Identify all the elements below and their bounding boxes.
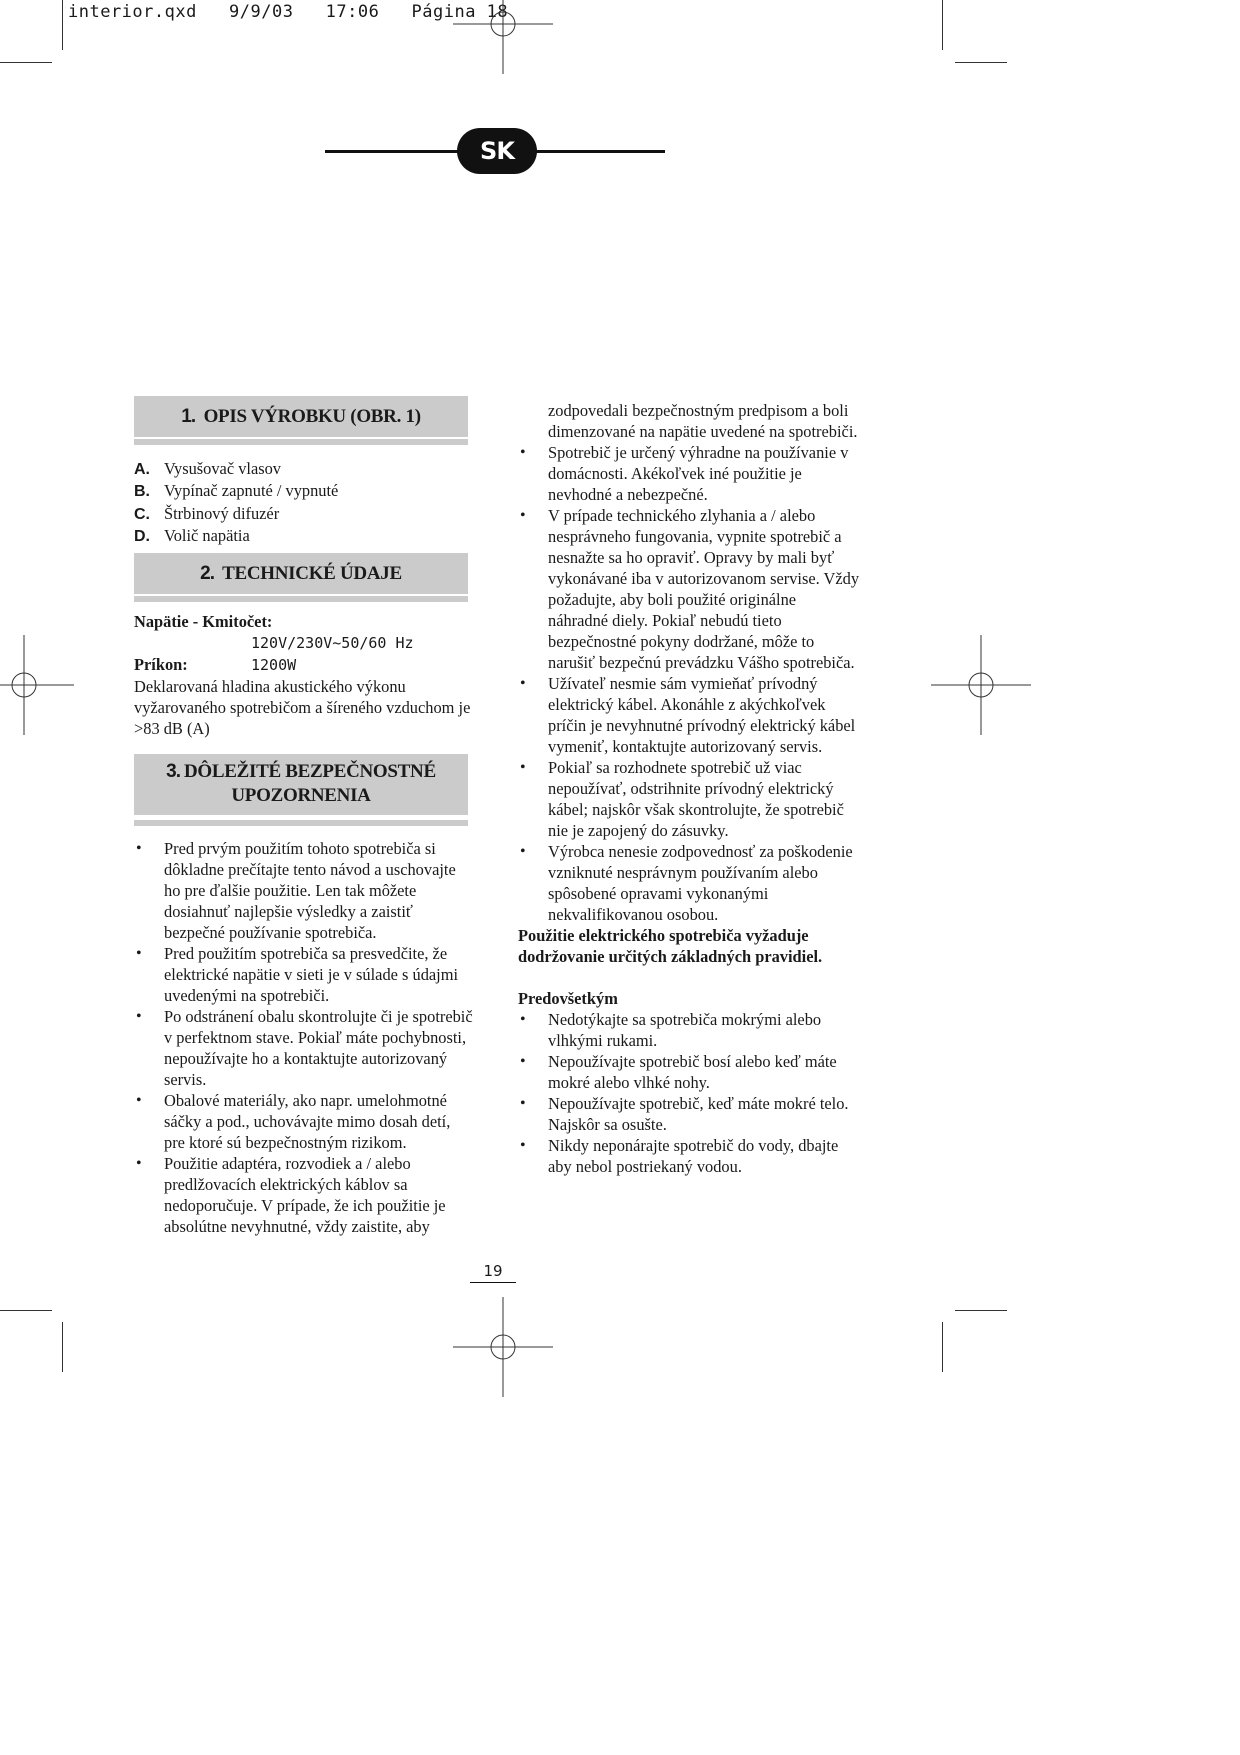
list-item: • Použitie adaptéra, rozvodiek a / alebo predlžovacích elektrických káblov sa nedoporučuje. V prípade, že ich použitie je absolútne nevyhnutné, vždy zaistite, aby (134, 1153, 474, 1237)
section-3-title-line1: DÔLEŽITÉ BEZPEČNOSTNÉ (183, 761, 436, 782)
section-2-header (134, 553, 468, 594)
section-1-header (134, 396, 468, 437)
continuation-text: zodpovedali bezpečnostným predpisom a boli dimenzované na napätie uvedené na spotrebiči. (548, 401, 858, 441)
list-item: • Nedotýkajte sa spotrebiča mokrými alebo vlhkými rukami. (518, 1009, 860, 1051)
safety-list-right (518, 400, 860, 1177)
technical-data (134, 611, 474, 739)
parts-list-item: C. Štrbinový difuzér (134, 503, 280, 523)
list-item: • Nepoužívajte spotrebič, keď máte mokré telo. Najskôr sa osušte. (518, 1093, 860, 1135)
list-item: • Obalové materiály, ako napr. umelohmotné sáčky a pod., uchovávajte mimo dosah detí, pre ktoré sú bezpečnostným rizikom. (134, 1090, 474, 1153)
list-item: • Výrobca nenesie zodpovednosť za poškodenie vzniknuté nesprávnym používaním alebo spôsobené opravami vykonanými nekvalifikovanou osobou. (518, 841, 860, 925)
list-item: • Pred použitím spotrebiča sa presvedčite, že elektrické napätie v sieti je v súlade s údajmi uvedenými na spotrebiči. (134, 943, 474, 1006)
bold-note: Použitie elektrického spotrebiča vyžaduje dodržovanie určitých základných pravidiel. (518, 926, 823, 966)
section-3-title-line2: UPOZORNENIA (231, 785, 371, 806)
language-badge: SK (457, 128, 537, 174)
parts-list-item: A. Vysušovač vlasov (134, 459, 281, 478)
list-item: • Pred prvým použitím tohoto spotrebiča si dôkladne prečítajte tento návod a uschovajte ho pre ďalšie použitie. Len tak môžete dosiahnuť najlepšie výsledky a zaistiť bezpečné používanie spotrebiča. (134, 838, 474, 943)
section-2-rule (134, 596, 468, 602)
section-1-number: 1. (181, 406, 196, 427)
list-item: • Nikdy neponárajte spotrebič do vody, dbajte aby nebol postriekaný vodou. (518, 1135, 860, 1177)
section-1-rule (134, 439, 468, 445)
section-2-number: 2. (200, 563, 214, 584)
list-item: • V prípade technického zlyhania a / alebo nesprávneho fungovania, vypnite spotrebič a nesnažte sa ho opraviť. Opravy by mali byť vykonávané iba v autorizovanom servise. Vždy požadujte, aby boli použité originálne náhradné diely. Pokiaľ nebudú tieto bezpečnostné pokyny dodržané, môže to narušiť bezpečnú prevádzku Vášho spotrebiča. (518, 505, 860, 673)
voltage-value: 120V/230V~50/60 Hz (251, 634, 414, 652)
list-item: • Pokiaľ sa rozhodnete spotrebič už viac nepoužívať, odstrihnite prívodný elektrický kábel; najskôr však skontrolujte, že spotrebič nie je zapojený do zásuvky. (518, 757, 860, 841)
list-item: • Užívateľ nesmie sám vymieňať prívodný elektrický kábel. Akonáhle z akýchkoľvek príčin je nevyhnutné prívodný elektrický kábel vymeniť, kontaktujte autorizovaný servis. (518, 673, 860, 757)
list-item: • Spotrebič je určený výhradne na používanie v domácnosti. Akékoľvek iné použitie je nevhodné a nebezpečné. (518, 442, 860, 505)
section-3-rule (134, 820, 468, 826)
safety-list-left (134, 838, 474, 1237)
print-slug: interior.qxd 9/9/03 17:06 Página 18 (68, 2, 509, 22)
section-3-header (134, 754, 468, 815)
power-value: 1200W (251, 656, 297, 674)
power-label: Príkon: (134, 655, 188, 674)
list-item: • Nepoužívajte spotrebič bosí alebo keď máte mokré alebo vlhké nohy. (518, 1051, 860, 1093)
subhead: Predovšetkým (518, 989, 618, 1008)
section-3-number: 3. (166, 761, 180, 782)
section-2-title: TECHNICKÉ ÚDAJE (222, 563, 402, 584)
parts-list-item: B. Vypínač zapnuté / vypnuté (134, 481, 339, 501)
voltage-label: Napätie - Kmitočet: (134, 612, 273, 631)
page-number: 19 (483, 1262, 503, 1280)
list-item: • Po odstránení obalu skontrolujte či je spotrebič v perfektnom stave. Pokiaľ máte pochybnosti, nepoužívajte ho a kontaktujte autorizovaný servis. (134, 1006, 474, 1090)
page-number-rule (470, 1282, 516, 1283)
section-1-title: OPIS VÝROBKU (OBR. 1) (203, 406, 421, 427)
parts-list-item: D. Volič napätia (134, 525, 250, 545)
noise-text: Deklarovaná hladina akustického výkonu vyžarovaného spotrebičom a šíreného vzduchom je >83 dB (A) (134, 677, 471, 738)
parts-list (134, 458, 474, 547)
